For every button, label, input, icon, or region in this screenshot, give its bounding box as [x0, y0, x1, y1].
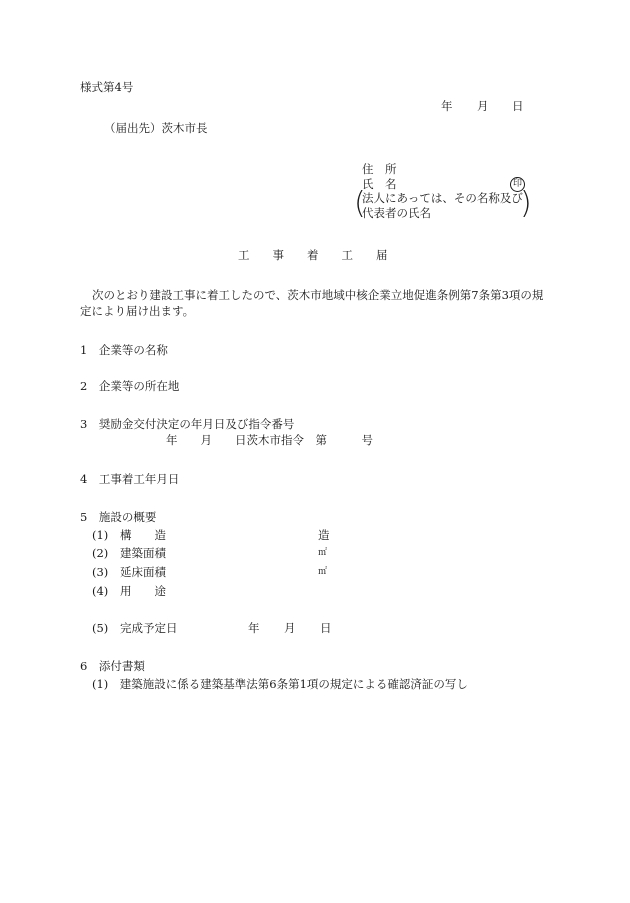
document-title: 工 事 着 工 届 [238, 248, 388, 262]
corp-note-line2: 代表者の氏名 [362, 206, 431, 220]
s5-item-1-num: (1) [92, 528, 109, 542]
open-bracket: ( [354, 186, 366, 221]
s5-item-4-num: (4) [92, 584, 109, 598]
corporate-note [354, 186, 534, 221]
s5-item-2-num: (2) [92, 546, 109, 560]
s5-item-4-label: 用 途 [120, 584, 166, 598]
s5-item-2-label: 建築面積 [120, 546, 166, 560]
section-6: 6 添付書類 [80, 659, 145, 673]
intro-line-1: 次のとおり建設工事に着工したので、茨木市地域中核企業立地促進条例第7条第3項の規 [92, 288, 544, 302]
intro-line-2: 定により届け出ます。 [80, 304, 195, 318]
corp-note-line1: 法人にあっては、その名称及び [362, 191, 523, 205]
s5-item-3-label: 延床面積 [120, 565, 166, 579]
s5-completion-year: 年 [248, 621, 260, 635]
section-3: 3 奨励金交付決定の年月日及び指令番号 [80, 417, 295, 431]
s5-item-1-label: 構 造 [120, 528, 166, 542]
s5-completion-label: 完成予定日 [120, 621, 178, 635]
s5-item-3-num: (3) [92, 565, 109, 579]
s5-completion-day: 日 [320, 621, 332, 635]
s6-item-1: (1) 建築施設に係る建築基準法第6条第1項の規定による確認済証の写し [92, 677, 468, 691]
addressee: （届出先）茨木市長 [104, 121, 208, 135]
section-5: 5 施設の概要 [80, 510, 157, 524]
section-4: 4 工事着工年月日 [80, 472, 180, 486]
address-label: 住 所 [362, 162, 397, 176]
section-1: 1 企業等の名称 [80, 343, 168, 357]
date-year: 年 [441, 99, 453, 113]
seal-mark: 印 [510, 177, 525, 192]
section-3-detail: 年 月 日茨木市指令 第 号 [166, 433, 373, 447]
close-bracket: ) [520, 186, 532, 221]
name-label: 氏 名 [362, 177, 397, 191]
s5-completion-num: (5) [92, 621, 109, 635]
s5-completion-month: 月 [284, 621, 296, 635]
form-number: 様式第4号 [80, 80, 134, 94]
date-month: 月 [477, 99, 489, 113]
section-2: 2 企業等の所在地 [80, 379, 180, 393]
s5-item-3-unit: ㎡ [318, 567, 328, 577]
s5-item-1-unit: 造 [318, 528, 330, 542]
s5-item-2-unit: ㎡ [318, 548, 328, 558]
date-day: 日 [512, 99, 524, 113]
